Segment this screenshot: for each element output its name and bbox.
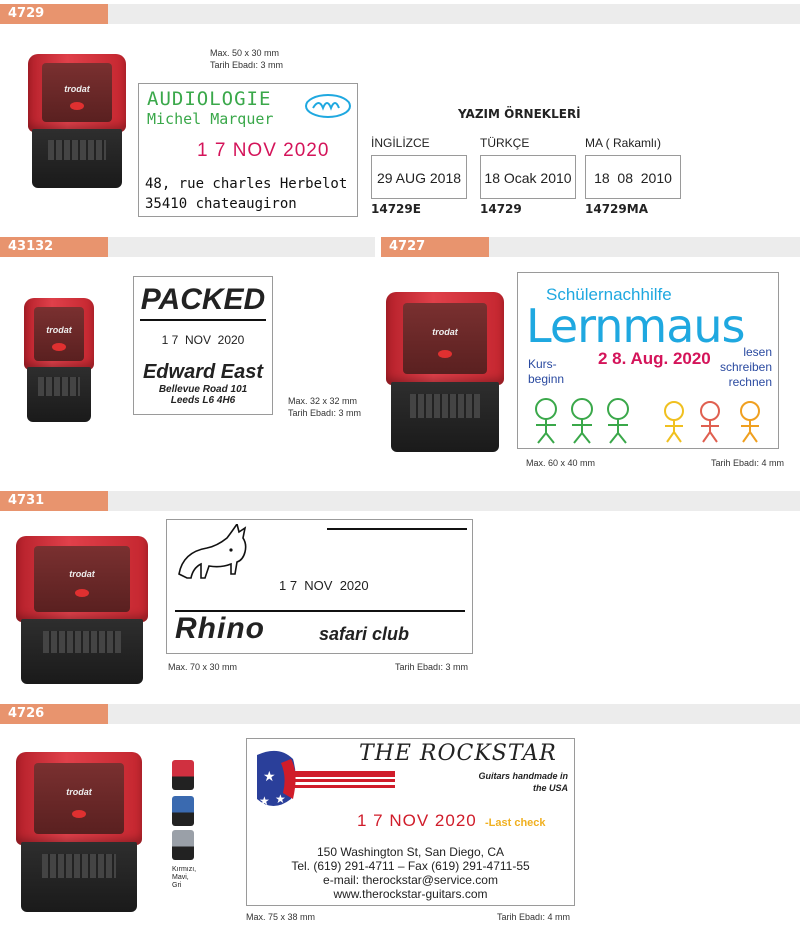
impression-tel: Tel. (619) 291-4711 – Fax (619) 291-4711-55 xyxy=(291,859,530,873)
impression-tag2: the USA xyxy=(532,783,568,793)
sample-label-tr: TÜRKÇE xyxy=(480,136,530,150)
children-illustration-icon xyxy=(524,395,774,445)
color-variants-label xyxy=(172,866,196,890)
stamp-device-4726 xyxy=(16,752,142,912)
impression-tag1: Guitars handmade in xyxy=(478,771,568,781)
svg-text:★: ★ xyxy=(263,769,276,785)
sample-code-en: 14729E xyxy=(371,202,421,216)
impression-4729 xyxy=(138,83,358,217)
impression-name: Michel Marquer xyxy=(147,110,274,128)
brand-logo: trodat xyxy=(64,83,90,94)
impression-small-title: Schülernachhilfe xyxy=(546,285,672,304)
spec-size-4731: Max. 70 x 30 mm xyxy=(168,662,238,672)
section-bar-43132 xyxy=(0,237,375,257)
sample-code-tr: 14729 xyxy=(480,202,522,216)
samples-title: YAZIM ÖRNEKLERİ xyxy=(458,107,581,121)
impression-title-small: safari club xyxy=(319,624,410,644)
sample-label-en: İNGİLİZCE xyxy=(371,136,430,150)
color-label-red: Kırmızı, xyxy=(172,866,197,873)
impression-title: PACKED xyxy=(140,283,266,316)
impression-big-title: Lernmaus xyxy=(526,299,745,353)
impression-right1: lesen xyxy=(743,345,772,359)
brand-logo: trodat xyxy=(432,327,458,338)
impression-date: 1 7 NOV 2020 xyxy=(197,140,330,161)
sample-box-en: 29 AUG 2018 xyxy=(371,155,467,199)
color-variant-red xyxy=(172,760,194,790)
impression-date: 1 7 NOV 2020 xyxy=(279,578,369,593)
impression-title: AUDIOLOGIE xyxy=(147,88,272,110)
impression-rule xyxy=(140,319,266,321)
spec-date-4726: Tarih Ebadı: 4 mm xyxy=(497,912,571,922)
spec-size-4726: Max. 75 x 38 mm xyxy=(246,912,316,922)
section-bar-4726 xyxy=(0,704,800,724)
stamp-device-4727 xyxy=(386,292,504,452)
stamp-device-4731 xyxy=(16,536,148,684)
sample-box-ma: 18 08 2010 xyxy=(585,155,681,199)
section-bar-4727 xyxy=(381,237,800,257)
section-code-4727: 4727 xyxy=(381,237,489,257)
impression-line2: Leeds L6 4H6 xyxy=(170,395,236,406)
spec-date-4731: Tarih Ebadı: 3 mm xyxy=(395,662,469,672)
section-code-4726: 4726 xyxy=(0,704,108,724)
section-code-43132: 43132 xyxy=(0,237,108,257)
rule-top xyxy=(327,528,467,530)
sample-code-ma: 14729MA xyxy=(585,202,648,216)
color-label-blue: Mavi, xyxy=(172,874,189,881)
impression-right3: rechnen xyxy=(728,375,772,389)
impression-4727 xyxy=(517,272,779,449)
impression-note: -Last check xyxy=(485,817,546,829)
section-bar-4729 xyxy=(0,4,800,24)
impression-addr: 150 Washington St, San Diego, CA xyxy=(317,845,504,859)
rhino-icon xyxy=(173,524,253,604)
impression-title-big: Rhino xyxy=(175,612,265,645)
sample-label-ma: MA ( Rakamlı) xyxy=(585,136,662,150)
color-variant-blue xyxy=(172,796,194,826)
spec-size-43132: Max. 32 x 32 mm xyxy=(288,396,358,406)
spec-date-43132: Tarih Ebadı: 3 mm xyxy=(288,408,362,418)
impression-email: e-mail: therockstar@service.com xyxy=(323,873,498,887)
spec-size-4727: Max. 60 x 40 mm xyxy=(526,458,596,468)
color-variant-gray xyxy=(172,830,194,860)
sample-box-tr: 18 Ocak 2010 xyxy=(480,155,576,199)
impression-line1: Bellevue Road 101 xyxy=(158,384,248,395)
stamp-device-43132 xyxy=(24,298,94,422)
impression-name: Edward East xyxy=(142,361,264,383)
impression-address2: 35410 chateaugiron xyxy=(145,196,297,212)
section-code-4729: 4729 xyxy=(0,4,108,24)
spec-size-4729: Max. 50 x 30 mm xyxy=(210,48,280,58)
section-code-4731: 4731 xyxy=(0,491,108,511)
color-label-gray: Gri xyxy=(172,882,182,889)
impression-left1: Kurs- xyxy=(528,357,557,371)
svg-text:★: ★ xyxy=(275,792,286,806)
svg-text:★: ★ xyxy=(259,794,270,808)
impression-right2: schreiben xyxy=(719,360,772,374)
impression-43132 xyxy=(133,276,273,415)
impression-4731 xyxy=(166,519,473,654)
section-bar-4731 xyxy=(0,491,800,511)
brand-logo: trodat xyxy=(69,568,95,579)
impression-date: 1 7 NOV 2020 xyxy=(357,811,477,830)
impression-date: 2 8. Aug. 2020 xyxy=(598,349,711,368)
stamp-device-4729 xyxy=(28,54,126,188)
impression-address1: 48, rue charles Herbelot xyxy=(145,176,348,192)
impression-date: 1 7 NOV 2020 xyxy=(161,333,245,347)
impression-title: THE ROCKSTAR xyxy=(359,741,557,766)
impression-4726 xyxy=(246,738,575,906)
spec-date-4727: Tarih Ebadı: 4 mm xyxy=(711,458,785,468)
brand-logo: trodat xyxy=(66,787,92,798)
impression-left2: beginn xyxy=(528,372,565,386)
brand-logo: trodat xyxy=(46,325,72,336)
impression-web: www.therockstar-guitars.com xyxy=(333,887,488,901)
audiologie-logo-icon xyxy=(303,90,353,122)
spec-date-4729: Tarih Ebadı: 3 mm xyxy=(210,60,284,70)
